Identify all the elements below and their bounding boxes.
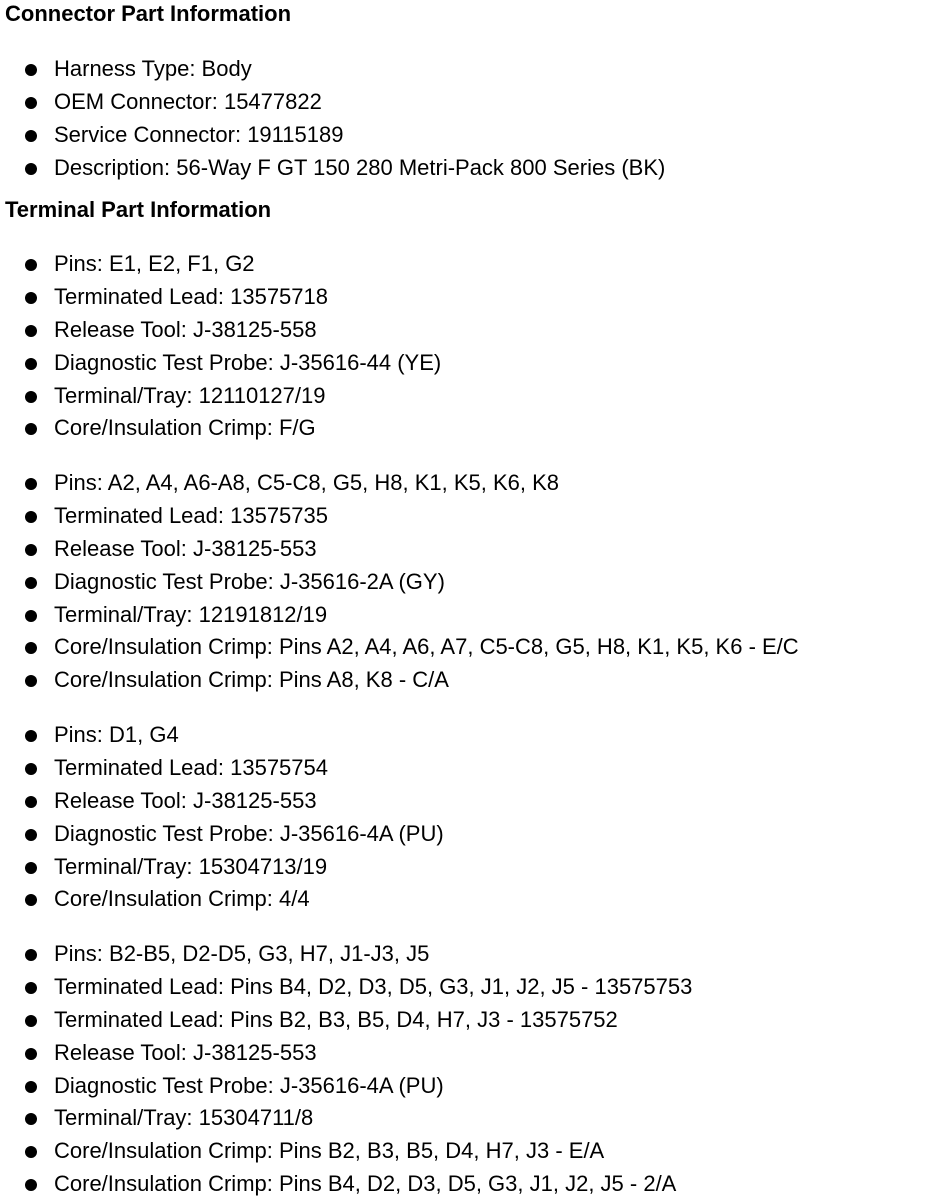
list-item — [0, 631, 799, 664]
list-item — [0, 1070, 692, 1103]
list-item-text: Diagnostic Test Probe: J-35616-4A (PU) — [54, 1072, 444, 1098]
bullet-icon — [25, 982, 37, 994]
list-item — [0, 938, 692, 971]
list-item-text: Harness Type: Body — [54, 56, 252, 81]
bullet-icon — [25, 544, 37, 556]
list-item-text: Terminated Lead: Pins B2, B3, B5, D4, H7, J3 - 13575752 — [54, 1006, 618, 1032]
list-item — [0, 883, 444, 916]
list-item-text: Release Tool: J-38125-553 — [54, 1039, 317, 1065]
list-item — [0, 533, 799, 566]
list-item-text: Release Tool: J-38125-553 — [54, 535, 317, 561]
list-item-text: Description: 56-Way F GT 150 280 Metri-Pack 800 Series (BK) — [54, 154, 666, 180]
connector-info-list — [0, 53, 665, 185]
list-item-text: Core/Insulation Crimp: Pins A8, K8 - C/A — [54, 667, 449, 693]
bullet-icon — [25, 894, 37, 906]
bullet-icon — [25, 259, 37, 271]
bullet-icon — [25, 829, 37, 841]
list-item-text: Pins: A2, A4, A6-A8, C5-C8, G5, H8, K1, K5, K6, K8 — [54, 470, 560, 495]
list-item — [0, 119, 665, 152]
list-item — [0, 1037, 692, 1070]
list-item — [0, 467, 799, 500]
bullet-icon — [25, 325, 37, 337]
list-item — [0, 281, 441, 314]
list-item — [0, 566, 799, 599]
list-item-text: Core/Insulation Crimp: Pins B2, B3, B5, D4, H7, J3 - E/A — [54, 1138, 605, 1164]
list-item — [0, 152, 665, 185]
terminal-group-3 — [0, 719, 444, 916]
list-item-text: Service Connector: 19115189 — [54, 121, 344, 147]
bullet-icon — [25, 358, 37, 370]
list-item — [0, 971, 692, 1004]
list-item — [0, 719, 444, 752]
list-item-text: Core/Insulation Crimp: Pins B4, D2, D3, D5, G3, J1, J2, J5 - 2/A — [54, 1171, 677, 1197]
list-item — [0, 347, 441, 380]
terminal-group-1 — [0, 248, 441, 445]
list-item-text: Terminal/Tray: 12191812/19 — [54, 601, 328, 627]
list-item-text: Pins: B2-B5, D2-D5, G3, H7, J1-J3, J5 — [54, 941, 430, 966]
list-item — [0, 664, 799, 697]
bullet-icon — [25, 478, 37, 490]
list-item-text: Release Tool: J-38125-558 — [54, 316, 317, 342]
bullet-icon — [25, 163, 37, 175]
list-item-text: Diagnostic Test Probe: J-35616-2A (GY) — [54, 568, 445, 594]
list-item-text: Terminal/Tray: 15304713/19 — [54, 853, 328, 879]
bullet-icon — [25, 1146, 37, 1158]
bullet-icon — [25, 97, 37, 109]
terminal-group-2 — [0, 467, 799, 697]
bullet-icon — [25, 577, 37, 589]
list-item-text: Terminated Lead: 13575735 — [54, 502, 328, 528]
list-item — [0, 1102, 692, 1135]
bullet-icon — [25, 130, 37, 142]
list-item — [0, 248, 441, 281]
list-item-text: Terminal/Tray: 12110127/19 — [54, 382, 326, 408]
bullet-icon — [25, 763, 37, 775]
list-item — [0, 818, 444, 851]
bullet-icon — [25, 423, 37, 435]
bullet-icon — [25, 1179, 37, 1191]
bullet-icon — [25, 730, 37, 742]
terminal-group-4 — [0, 938, 692, 1201]
list-item — [0, 752, 444, 785]
bullet-icon — [25, 1113, 37, 1125]
list-item-text: Terminated Lead: Pins B4, D2, D3, D5, G3, J1, J2, J5 - 13575753 — [54, 973, 693, 999]
list-item — [0, 500, 799, 533]
bullet-icon — [25, 949, 37, 961]
list-item — [0, 785, 444, 818]
list-item — [0, 599, 799, 632]
list-item — [0, 1168, 692, 1201]
list-item-text: Core/Insulation Crimp: Pins A2, A4, A6, A7, C5-C8, G5, H8, K1, K5, K6 - E/C — [54, 634, 799, 660]
list-item-text: Diagnostic Test Probe: J-35616-4A (PU) — [54, 820, 444, 846]
bullet-icon — [25, 292, 37, 304]
list-item-text: Terminal/Tray: 15304711/8 — [54, 1105, 314, 1131]
list-item-text: OEM Connector: 15477822 — [54, 88, 322, 114]
bullet-icon — [25, 610, 37, 622]
list-item-text: Diagnostic Test Probe: J-35616-44 (YE) — [54, 349, 442, 375]
bullet-icon — [25, 511, 37, 523]
list-item — [0, 314, 441, 347]
bullet-icon — [25, 862, 37, 874]
bullet-icon — [25, 675, 37, 687]
list-item-text: Release Tool: J-38125-553 — [54, 787, 317, 813]
list-item — [0, 1135, 692, 1168]
connector-section-heading: Connector Part Information — [5, 1, 292, 26]
bullet-icon — [25, 1015, 37, 1027]
bullet-icon — [25, 64, 37, 76]
list-item-text: Pins: E1, E2, F1, G2 — [54, 251, 255, 276]
list-item-text: Pins: D1, G4 — [54, 722, 179, 747]
list-item — [0, 380, 441, 413]
list-item — [0, 851, 444, 884]
list-item-text: Terminated Lead: 13575718 — [54, 283, 328, 309]
list-item-text: Terminated Lead: 13575754 — [54, 754, 328, 780]
list-item — [0, 53, 665, 86]
terminal-section-heading: Terminal Part Information — [5, 197, 272, 222]
bullet-icon — [25, 391, 37, 403]
bullet-icon — [25, 642, 37, 654]
bullet-icon — [25, 1081, 37, 1093]
bullet-icon — [25, 796, 37, 808]
list-item-text: Core/Insulation Crimp: F/G — [54, 415, 316, 441]
bullet-icon — [25, 1048, 37, 1060]
list-item — [0, 1004, 692, 1037]
list-item-text: Core/Insulation Crimp: 4/4 — [54, 886, 310, 912]
list-item — [0, 86, 665, 119]
list-item — [0, 412, 441, 445]
